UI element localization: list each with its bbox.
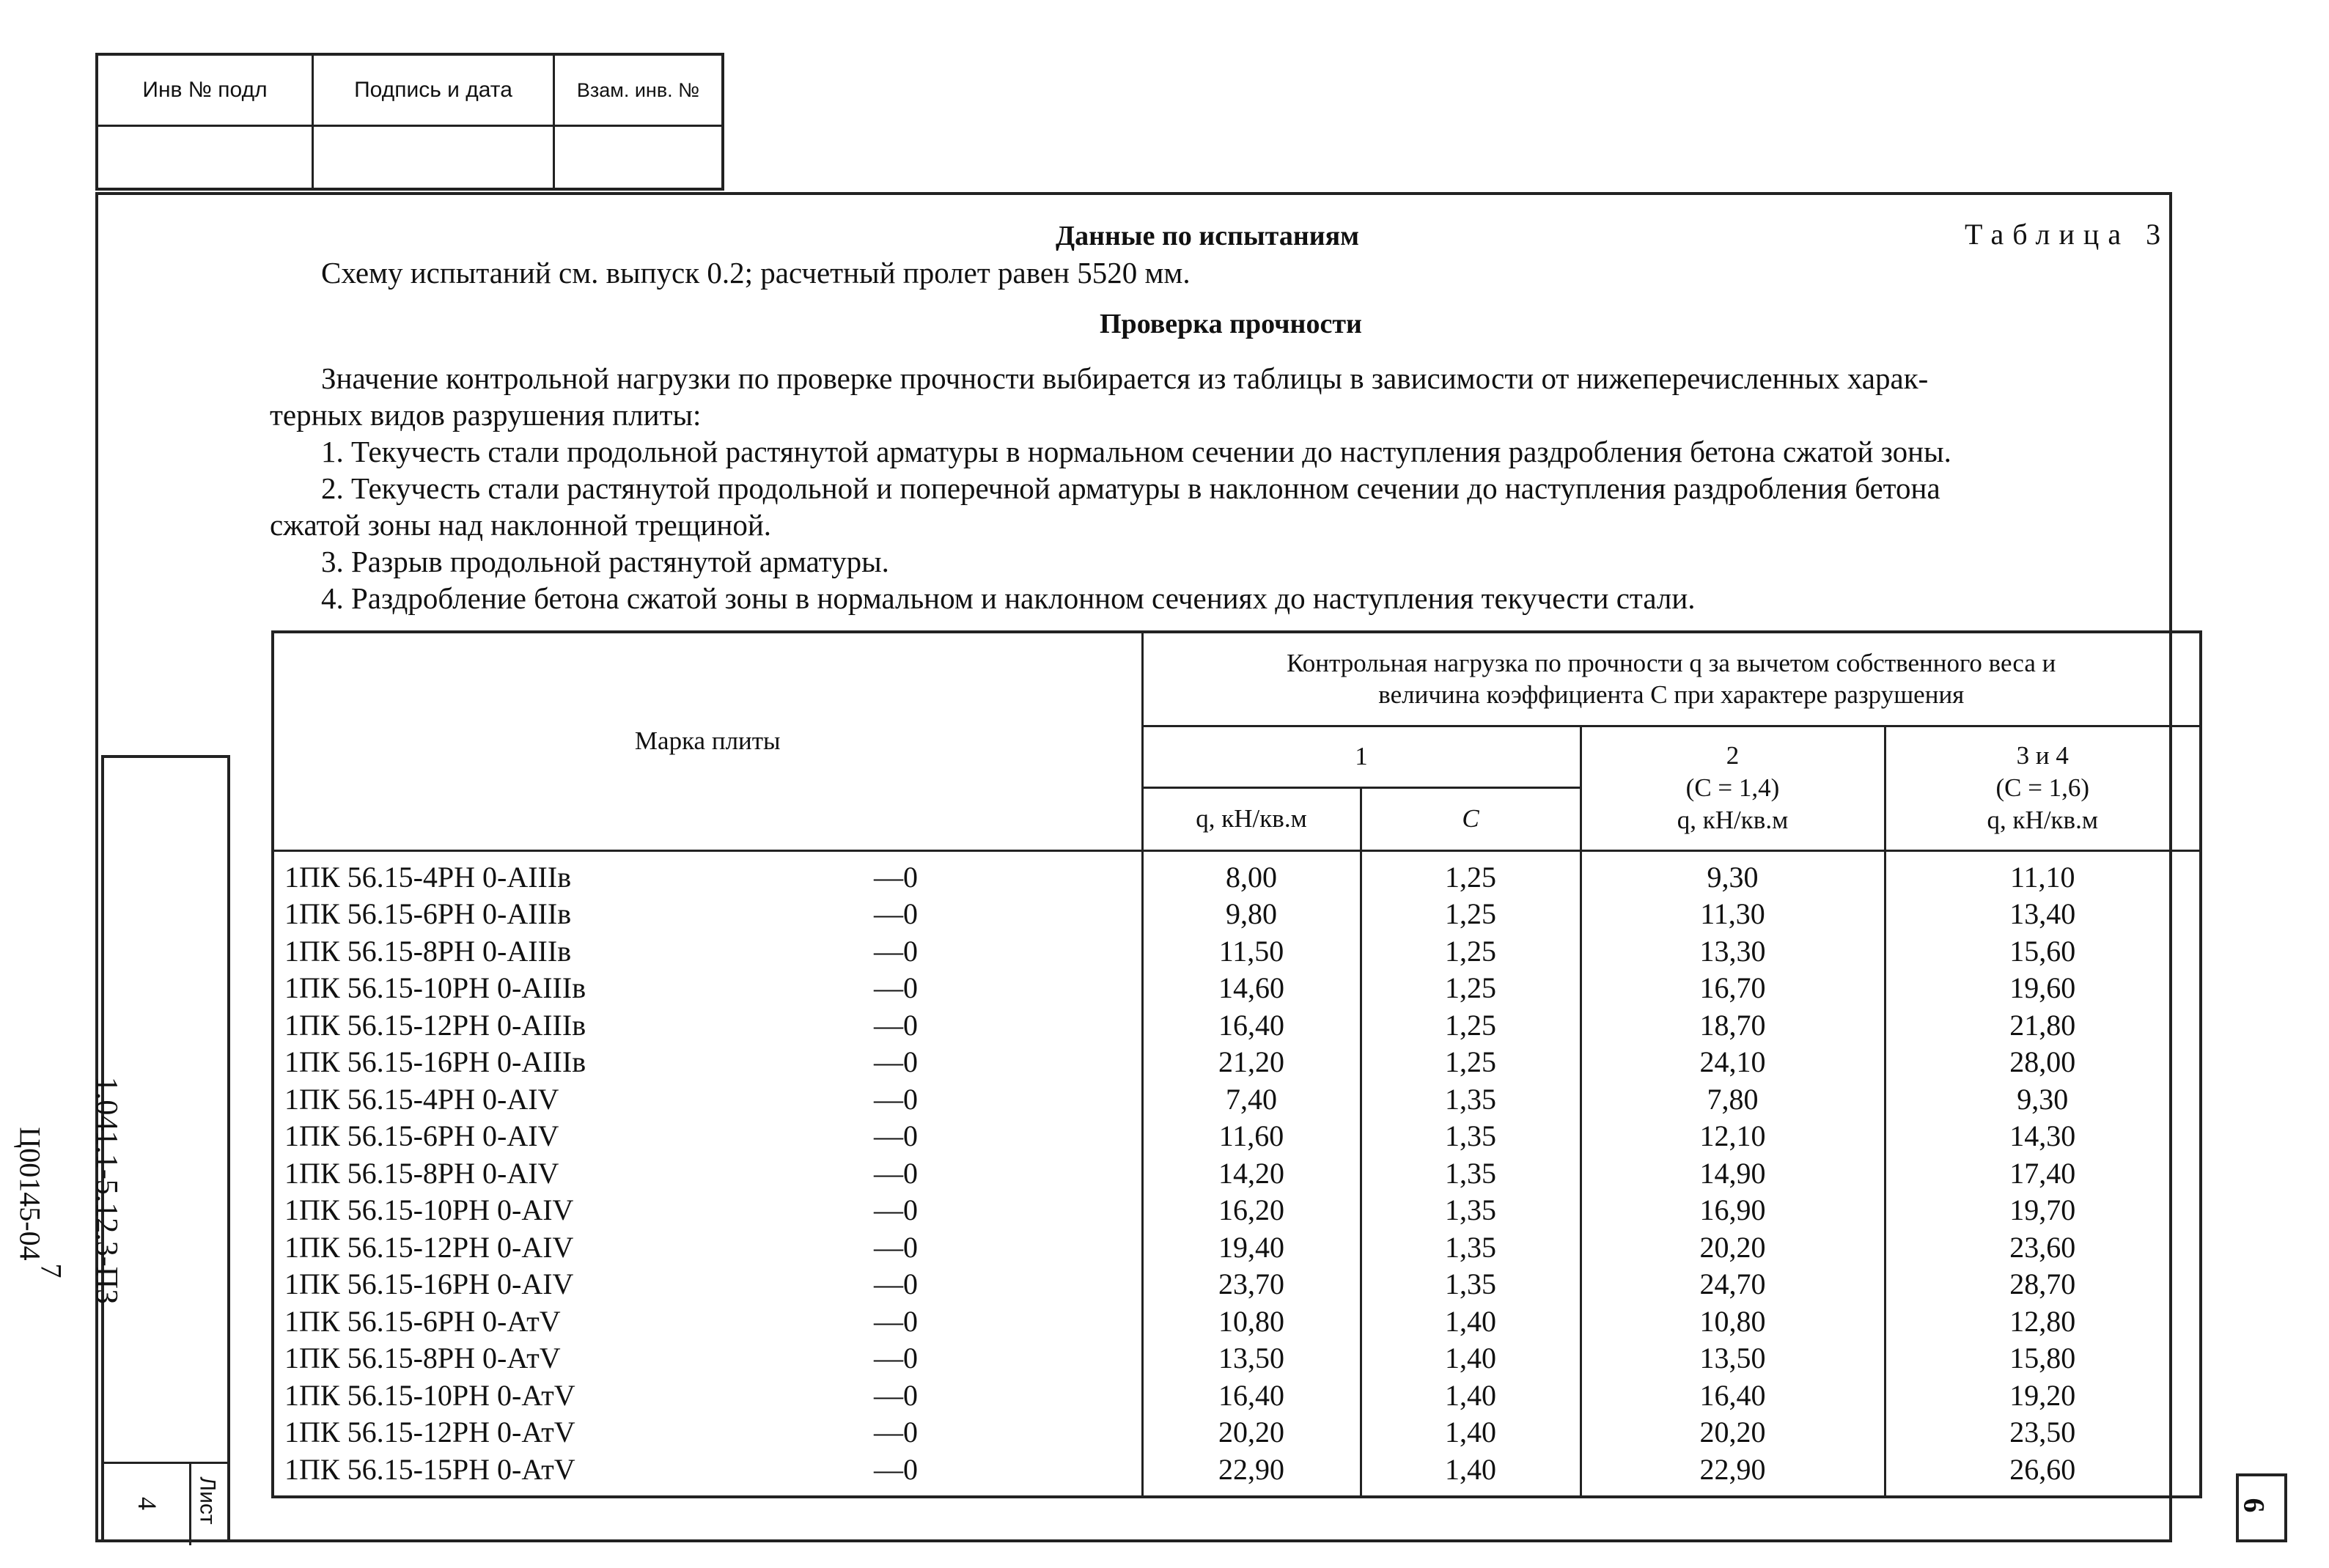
approval-stamp <box>95 53 724 191</box>
scheme-note: Схему испытаний см. выпуск 0.2; расчетный пролет равен 5520 мм. <box>321 256 1191 290</box>
q34-cell: 26,60 <box>1885 1451 2201 1498</box>
dash-cell: —0 <box>874 896 1142 933</box>
q2-cell: 16,70 <box>1581 970 1885 1007</box>
dash-cell: —0 <box>874 1229 1142 1267</box>
header-group-3-4: 3 и 4 (C = 1,6) q, кН/кв.м <box>1885 726 2201 850</box>
dash-cell: —0 <box>874 1414 1142 1451</box>
table-row <box>273 1451 2201 1498</box>
q1-cell: 20,20 <box>1142 1414 1361 1451</box>
table-row <box>273 1044 2201 1081</box>
q2-cell: 20,20 <box>1581 1414 1885 1451</box>
header-c: C <box>1361 787 1581 850</box>
q34-cell: 23,60 <box>1885 1229 2201 1267</box>
coef-c-cell: 1,25 <box>1361 933 1581 971</box>
slab-mark-cell: 1ПК 56.15-12РН 0-АтV <box>273 1414 874 1451</box>
dash-cell: —0 <box>874 1155 1142 1193</box>
q34-cell: 11,10 <box>1885 850 2201 896</box>
table-row <box>273 1377 2201 1415</box>
page-title: Данные по испытаниям <box>1056 221 1360 251</box>
sheet-label: Лист <box>195 1476 220 1525</box>
dash-cell: —0 <box>874 850 1142 896</box>
q2-cell: 9,30 <box>1581 850 1885 896</box>
slab-mark-cell: 1ПК 56.15-8РН 0-АтV <box>273 1340 874 1377</box>
q34-cell: 23,50 <box>1885 1414 2201 1451</box>
q2-cell: 16,40 <box>1581 1377 1885 1415</box>
failure-item-3: 3. Разрыв продольной растянутой арматуры. <box>321 545 889 578</box>
coef-c-cell: 1,40 <box>1361 1340 1581 1377</box>
q34-cell: 28,00 <box>1885 1044 2201 1081</box>
dash-cell: —0 <box>874 1044 1142 1081</box>
sheet-number: 4 <box>133 1497 162 1510</box>
dash-cell: —0 <box>874 1377 1142 1415</box>
q1-cell: 10,80 <box>1142 1303 1361 1341</box>
q34-cell: 21,80 <box>1885 1007 2201 1045</box>
dash-cell: —0 <box>874 1081 1142 1119</box>
dash-cell: —0 <box>874 1451 1142 1498</box>
dash-cell: —0 <box>874 970 1142 1007</box>
dash-cell: —0 <box>874 1192 1142 1229</box>
table-row <box>273 896 2201 933</box>
table-row <box>273 850 2201 896</box>
table-row <box>273 1007 2201 1045</box>
slab-mark-cell: 1ПК 56.15-6РН 0-АIIIв <box>273 896 874 933</box>
q34-cell: 15,60 <box>1885 933 2201 971</box>
q34-cell: 28,70 <box>1885 1266 2201 1303</box>
slab-mark-cell: 1ПК 56.15-10РН 0-АтV <box>273 1377 874 1415</box>
q2-cell: 7,80 <box>1581 1081 1885 1119</box>
stamp-vzam-inv: Взам. инв. № <box>576 78 700 101</box>
coef-c-cell: 1,25 <box>1361 1007 1581 1045</box>
table-row <box>273 1340 2201 1377</box>
coef-c-cell: 1,35 <box>1361 1266 1581 1303</box>
q1-cell: 11,50 <box>1142 933 1361 971</box>
q1-cell: 8,00 <box>1142 850 1361 896</box>
coef-c-cell: 1,40 <box>1361 1451 1581 1498</box>
table-row <box>273 1118 2201 1155</box>
failure-item-2-line-1: 2. Текучесть стали растянутой продольной и поперечной арматуры в наклонном сечении до наступления раздробления бетона <box>321 471 1940 505</box>
stamp-inv-podl: Инв № подл <box>142 78 268 102</box>
header-q-1: q, кН/кв.м <box>1142 787 1361 850</box>
table-row <box>273 1229 2201 1267</box>
coef-c-cell: 1,25 <box>1361 896 1581 933</box>
q1-cell: 11,60 <box>1142 1118 1361 1155</box>
table-row <box>273 970 2201 1007</box>
table-row <box>273 1192 2201 1229</box>
q2-cell: 13,50 <box>1581 1340 1885 1377</box>
q2-cell: 24,10 <box>1581 1044 1885 1081</box>
coef-c-cell: 1,25 <box>1361 970 1581 1007</box>
slab-mark-cell: 1ПК 56.15-6РН 0-АIV <box>273 1118 874 1155</box>
q2-cell: 24,70 <box>1581 1266 1885 1303</box>
header-group-2: 2 (C = 1,4) q, кН/кв.м <box>1581 726 1885 850</box>
q1-cell: 9,80 <box>1142 896 1361 933</box>
q2-cell: 11,30 <box>1581 896 1885 933</box>
q1-cell: 22,90 <box>1142 1451 1361 1498</box>
coef-c-cell: 1,35 <box>1361 1118 1581 1155</box>
q34-cell: 15,80 <box>1885 1340 2201 1377</box>
header-slab-mark: Марка плиты <box>273 632 1142 850</box>
coef-c-cell: 1,35 <box>1361 1155 1581 1193</box>
coef-c-cell: 1,35 <box>1361 1229 1581 1267</box>
coef-c-cell: 1,35 <box>1361 1192 1581 1229</box>
table-label: Таблица 3 <box>1965 218 2170 251</box>
slab-mark-cell: 1ПК 56.15-8РН 0-АIIIв <box>273 933 874 971</box>
failure-item-2-line-2: сжатой зоны над наклонной трещиной. <box>270 508 772 542</box>
coef-c-cell: 1,25 <box>1361 1044 1581 1081</box>
q2-cell: 18,70 <box>1581 1007 1885 1045</box>
header-group-1: 1 <box>1142 726 1581 787</box>
coef-c-cell: 1,25 <box>1361 850 1581 896</box>
q1-cell: 19,40 <box>1142 1229 1361 1267</box>
q34-cell: 19,70 <box>1885 1192 2201 1229</box>
slab-mark-cell: 1ПК 56.15-10РН 0-АIIIв <box>273 970 874 1007</box>
q34-cell: 19,60 <box>1885 970 2201 1007</box>
table-row <box>273 1081 2201 1119</box>
q2-cell: 10,80 <box>1581 1303 1885 1341</box>
header-control-load: Контрольная нагрузка по прочности q за вычетом собственного веса и величина коэффициента C при характере разрушения <box>1142 632 2201 726</box>
table-row <box>273 1303 2201 1341</box>
archive-number: 7 <box>34 1263 68 1278</box>
intro-line-2: терных видов разрушения плиты: <box>270 398 702 432</box>
dash-cell: —0 <box>874 1118 1142 1155</box>
q34-cell: 9,30 <box>1885 1081 2201 1119</box>
q1-cell: 21,20 <box>1142 1044 1361 1081</box>
slab-mark-cell: 1ПК 56.15-6РН 0-АтV <box>273 1303 874 1341</box>
q1-cell: 13,50 <box>1142 1340 1361 1377</box>
slab-mark-cell: 1ПК 56.15-15РН 0-АтV <box>273 1451 874 1498</box>
failure-item-1: 1. Текучесть стали продольной растянутой арматуры в нормальном сечении до наступления раздробления бетона сжатой зоны. <box>321 435 1951 468</box>
q2-cell: 16,90 <box>1581 1192 1885 1229</box>
table-row <box>273 1266 2201 1303</box>
q1-cell: 7,40 <box>1142 1081 1361 1119</box>
slab-mark-cell: 1ПК 56.15-12РН 0-АIIIв <box>273 1007 874 1045</box>
q2-cell: 12,10 <box>1581 1118 1885 1155</box>
slab-mark-cell: 1ПК 56.15-8РН 0-АIV <box>273 1155 874 1193</box>
q1-cell: 23,70 <box>1142 1266 1361 1303</box>
dash-cell: —0 <box>874 1007 1142 1045</box>
coef-c-cell: 1,40 <box>1361 1303 1581 1341</box>
slab-mark-cell: 1ПК 56.15-12РН 0-АIV <box>273 1229 874 1267</box>
slab-mark-cell: 1ПК 56.15-4РН 0-АIV <box>273 1081 874 1119</box>
q34-cell: 19,20 <box>1885 1377 2201 1415</box>
q34-cell: 12,80 <box>1885 1303 2201 1341</box>
page-number: 6 <box>2237 1498 2271 1513</box>
slab-mark-cell: 1ПК 56.15-16РН 0-АIV <box>273 1266 874 1303</box>
dash-cell: —0 <box>874 1340 1142 1377</box>
failure-item-4: 4. Раздробление бетона сжатой зоны в нормальном и наклонном сечениях до наступления текучести стали. <box>321 581 1696 615</box>
q2-cell: 13,30 <box>1581 933 1885 971</box>
dash-cell: —0 <box>874 1303 1142 1341</box>
document-code: 1.041.1-5.12.3-ПЗ <box>89 1076 124 1305</box>
intro-line-1: Значение контрольной нагрузки по проверке прочности выбирается из таблицы в зависимости от нижеперечисленных харак- <box>321 361 1929 395</box>
stamp-signature-date: Подпись и дата <box>354 78 512 102</box>
q1-cell: 14,60 <box>1142 970 1361 1007</box>
dash-cell: —0 <box>874 933 1142 971</box>
table-row <box>273 1155 2201 1193</box>
slab-mark-cell: 1ПК 56.15-16РН 0-АIIIв <box>273 1044 874 1081</box>
coef-c-cell: 1,40 <box>1361 1377 1581 1415</box>
section-subtitle: Проверка прочности <box>1100 309 1362 339</box>
table-row <box>273 933 2201 971</box>
q1-cell: 16,40 <box>1142 1377 1361 1415</box>
slab-mark-cell: 1ПК 56.15-10РН 0-АIV <box>273 1192 874 1229</box>
slab-mark-cell: 1ПК 56.15-4РН 0-АIIIв <box>273 850 874 896</box>
q34-cell: 13,40 <box>1885 896 2201 933</box>
q1-cell: 14,20 <box>1142 1155 1361 1193</box>
q1-cell: 16,20 <box>1142 1192 1361 1229</box>
table-row <box>273 1414 2201 1451</box>
q34-cell: 14,30 <box>1885 1118 2201 1155</box>
archive-code: Ц00145-04 <box>13 1127 47 1261</box>
coef-c-cell: 1,35 <box>1361 1081 1581 1119</box>
dash-cell: —0 <box>874 1266 1142 1303</box>
coef-c-cell: 1,40 <box>1361 1414 1581 1451</box>
test-data-table <box>271 630 2202 1498</box>
q34-cell: 17,40 <box>1885 1155 2201 1193</box>
q2-cell: 22,90 <box>1581 1451 1885 1498</box>
q1-cell: 16,40 <box>1142 1007 1361 1045</box>
q2-cell: 20,20 <box>1581 1229 1885 1267</box>
q2-cell: 14,90 <box>1581 1155 1885 1193</box>
